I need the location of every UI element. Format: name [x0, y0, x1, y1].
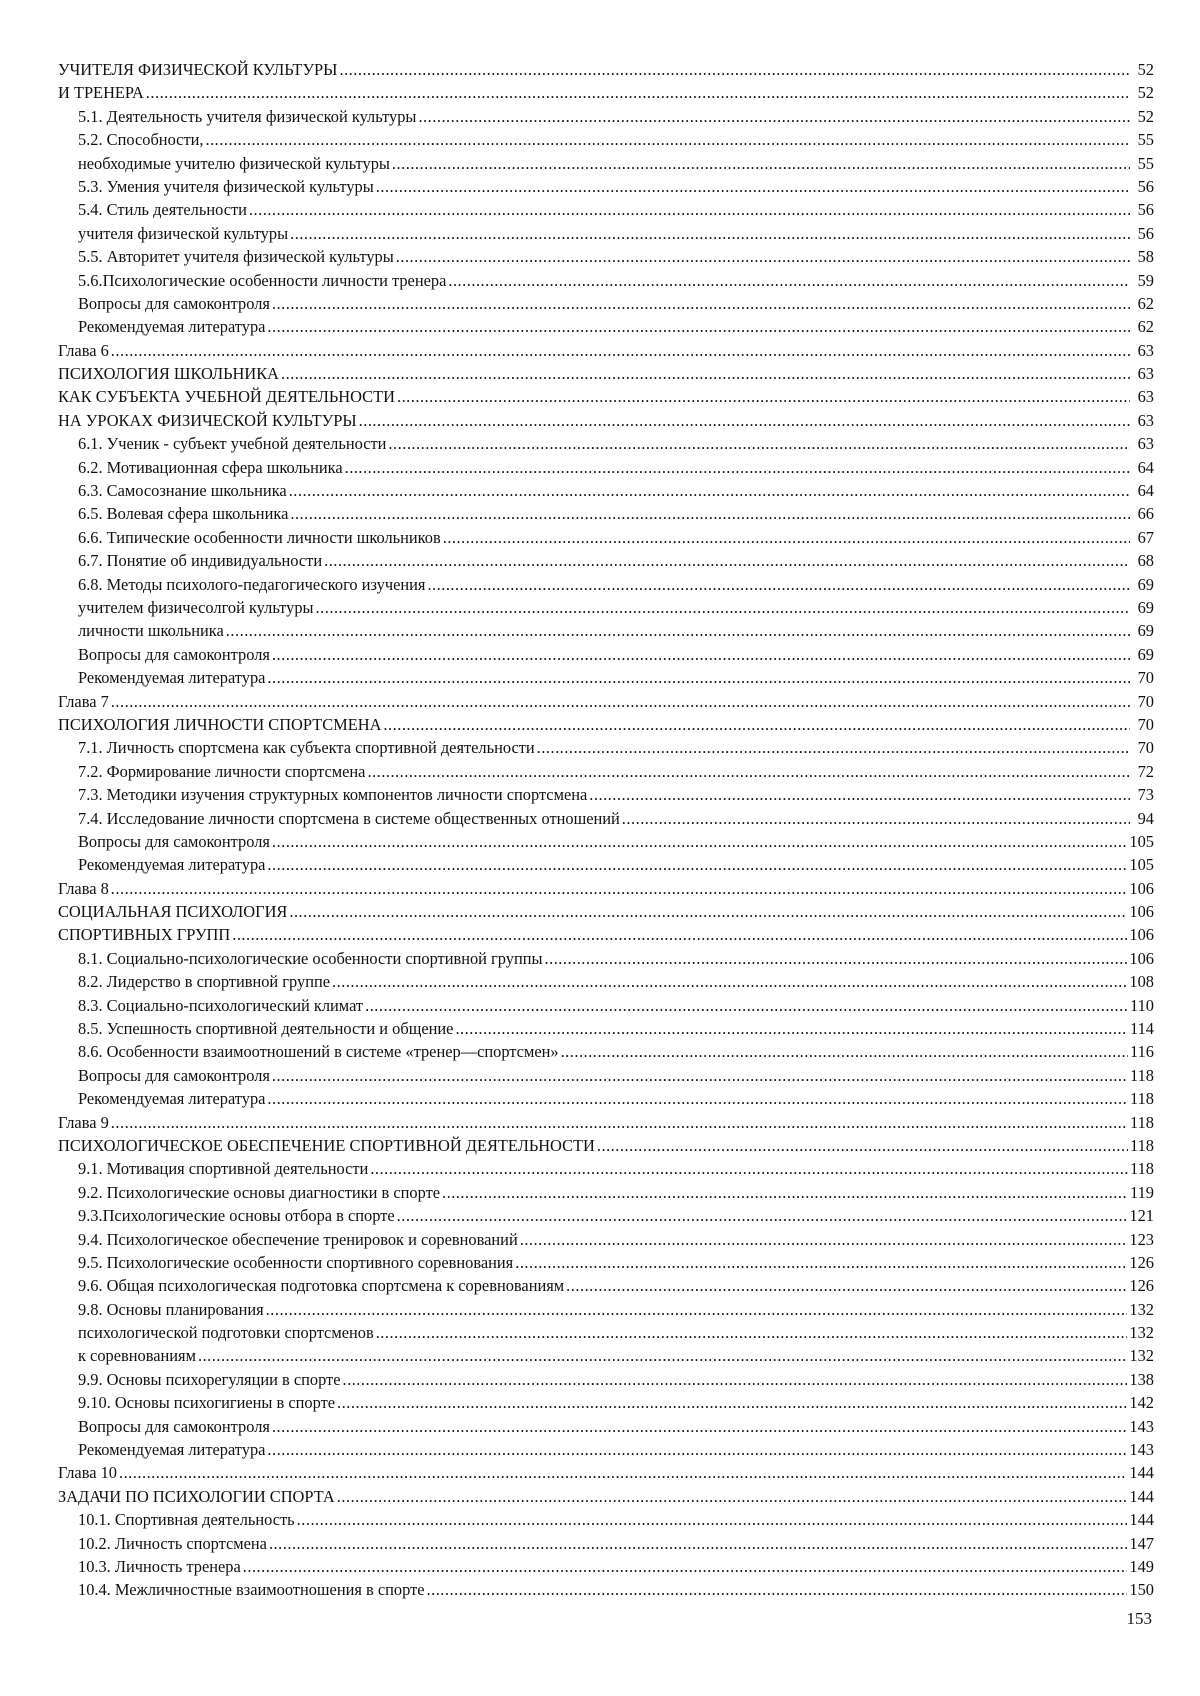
toc-entry-title: 7.1. Личность спортсмена как субъекта спортивной деятельности — [78, 738, 535, 758]
toc-entry — [58, 152, 1154, 175]
toc-entry-page: 63 — [1137, 387, 1154, 407]
toc-entry — [58, 339, 1154, 362]
toc-entry-page: 68 — [1137, 551, 1154, 571]
toc-entry — [58, 853, 1154, 876]
toc-entry-page: 116 — [1130, 1042, 1154, 1062]
toc-entry — [58, 549, 1154, 572]
toc-entry-title: 6.5. Волевая сфера школьника — [78, 504, 289, 524]
toc-entry — [58, 222, 1154, 245]
toc-entry — [58, 994, 1154, 1017]
toc-entry-page: 106 — [1129, 948, 1154, 968]
toc-entry-page: 144 — [1129, 1463, 1154, 1483]
toc-entry-page: 69 — [1137, 644, 1154, 664]
dot-leader — [392, 152, 1130, 175]
toc-entry-title: 10.4. Межличностные взаимоотношения в спорте — [78, 1580, 425, 1600]
dot-leader — [345, 456, 1130, 479]
dot-leader — [146, 81, 1130, 104]
dot-leader — [243, 1555, 1128, 1578]
toc-entry-title: Вопросы для самоконтроля — [78, 1416, 270, 1436]
toc-entry — [58, 1040, 1154, 1063]
toc-entry-title: к соревнованиям — [78, 1346, 196, 1366]
toc-entry-page: 106 — [1129, 878, 1154, 898]
toc-entry — [58, 877, 1154, 900]
toc-entry — [58, 269, 1154, 292]
toc-entry-page: 132 — [1129, 1299, 1154, 1319]
toc-entry — [58, 1017, 1154, 1040]
toc-entry-title: 8.3. Социально-психологический климат — [78, 995, 364, 1015]
toc-entry-page: 118 — [1130, 1135, 1154, 1155]
toc-entry-title: 8.6. Особенности взаимоотношений в системе «тренер—спортсмен» — [78, 1042, 559, 1062]
toc-entry-title: Глава 8 — [58, 878, 109, 898]
dot-leader — [272, 292, 1130, 315]
toc-entry-page: 63 — [1137, 410, 1154, 430]
toc-entry-page: 142 — [1129, 1393, 1154, 1413]
toc-entry-page: 114 — [1130, 1019, 1154, 1039]
toc-entry — [58, 1181, 1154, 1204]
dot-leader — [111, 1111, 1128, 1134]
toc-entry — [58, 1298, 1154, 1321]
dot-leader — [343, 1368, 1128, 1391]
toc-entry — [58, 1321, 1154, 1344]
toc-entry-title: 5.6.Психологические особенности личности тренера — [78, 270, 447, 290]
table-of-contents — [58, 58, 1154, 1602]
toc-entry-title: УЧИТЕЛЯ ФИЗИЧЕСКОЙ КУЛЬТУРЫ — [58, 60, 338, 79]
toc-entry-page: 143 — [1129, 1440, 1154, 1460]
dot-leader — [272, 643, 1130, 666]
toc-entry — [58, 315, 1154, 338]
dot-leader — [455, 1017, 1128, 1040]
dot-leader — [111, 690, 1130, 713]
toc-entry-page: 69 — [1137, 597, 1154, 617]
toc-entry-page: 70 — [1137, 738, 1154, 758]
dot-leader — [337, 1391, 1127, 1414]
dot-leader — [316, 596, 1130, 619]
dot-leader — [397, 385, 1130, 408]
toc-entry — [58, 760, 1154, 783]
dot-leader — [290, 222, 1130, 245]
toc-entry — [58, 1532, 1154, 1555]
toc-entry — [58, 1274, 1154, 1297]
toc-entry-page: 55 — [1137, 153, 1154, 173]
toc-entry — [58, 1438, 1154, 1461]
toc-entry-title: 8.5. Успешность спортивной деятельности и общение — [78, 1019, 454, 1039]
toc-entry-title: НА УРОКАХ ФИЗИЧЕСКОЙ КУЛЬТУРЫ — [58, 410, 357, 430]
toc-entry-title: необходимые учителю физической культуры — [78, 153, 390, 173]
toc-entry-title: 9.4. Психологическое обеспечение тренировок и соревнований — [78, 1229, 518, 1249]
toc-entry-title: ПСИХОЛОГИЧЕСКОЕ ОБЕСПЕЧЕНИЕ СПОРТИВНОЙ ДЕЯТЕЛЬНОСТИ — [58, 1135, 595, 1155]
toc-entry — [58, 783, 1154, 806]
toc-entry — [58, 970, 1154, 993]
dot-leader — [266, 1298, 1128, 1321]
toc-entry — [58, 362, 1154, 385]
dot-leader — [515, 1251, 1127, 1274]
toc-entry — [58, 128, 1154, 151]
toc-entry — [58, 432, 1154, 455]
toc-entry — [58, 1111, 1154, 1134]
dot-leader — [272, 1064, 1128, 1087]
dot-leader — [589, 783, 1130, 806]
toc-entry-page: 119 — [1130, 1182, 1154, 1202]
dot-leader — [269, 1532, 1127, 1555]
toc-entry-title: 9.9. Основы психорегуляции в спорте — [78, 1369, 341, 1389]
toc-entry-title: Глава 7 — [58, 691, 109, 711]
dot-leader — [272, 1415, 1127, 1438]
dot-leader — [267, 315, 1130, 338]
toc-entry — [58, 1251, 1154, 1274]
toc-entry-title: 6.1. Ученик - субъект учебной деятельности — [78, 434, 387, 454]
toc-entry-title: 10.3. Личность тренера — [78, 1557, 241, 1576]
dot-leader — [290, 502, 1130, 525]
toc-entry-title: Глава 10 — [58, 1463, 117, 1483]
toc-entry-page: 52 — [1137, 106, 1154, 126]
toc-entry-page: 106 — [1129, 925, 1154, 945]
toc-entry-title: 5.2. Способности, — [78, 130, 204, 150]
toc-entry-page: 106 — [1129, 902, 1154, 922]
toc-entry — [58, 1508, 1154, 1531]
dot-leader — [566, 1274, 1127, 1297]
dot-leader — [370, 1157, 1128, 1180]
toc-entry — [58, 830, 1154, 853]
dot-leader — [324, 549, 1130, 572]
toc-entry — [58, 1461, 1154, 1484]
toc-entry — [58, 736, 1154, 759]
toc-entry — [58, 1485, 1154, 1508]
toc-entry — [58, 175, 1154, 198]
toc-entry — [58, 292, 1154, 315]
dot-leader — [388, 432, 1130, 455]
toc-entry-page: 69 — [1137, 574, 1154, 594]
toc-entry — [58, 1064, 1154, 1087]
dot-leader — [376, 175, 1130, 198]
toc-entry-title: ПСИХОЛОГИЯ ЛИЧНОСТИ СПОРТСМЕНА — [58, 714, 382, 734]
toc-entry-title: 5.1. Деятельность учителя физической культуры — [78, 106, 417, 126]
toc-entry-page: 56 — [1137, 176, 1154, 196]
toc-entry-title: И ТРЕНЕРА — [58, 83, 144, 103]
dot-leader — [198, 1344, 1127, 1367]
toc-entry-title: Рекомендуемая литература — [78, 317, 266, 337]
toc-entry-page: 108 — [1129, 972, 1154, 992]
toc-entry — [58, 1228, 1154, 1251]
toc-entry — [58, 81, 1154, 104]
toc-entry-page: 62 — [1137, 293, 1154, 313]
dot-leader — [442, 1181, 1128, 1204]
toc-entry-page: 143 — [1129, 1416, 1154, 1436]
toc-entry-page: 52 — [1137, 83, 1154, 103]
toc-entry-page: 58 — [1137, 247, 1154, 267]
toc-entry-page: 67 — [1137, 527, 1154, 547]
dot-leader — [249, 198, 1130, 221]
toc-entry-title: 6.6. Типические особенности личности школьников — [78, 527, 441, 547]
toc-entry-title: 5.5. Авторитет учителя физической культуры — [78, 247, 394, 267]
dot-leader — [561, 1040, 1128, 1063]
toc-entry — [58, 502, 1154, 525]
toc-entry — [58, 1134, 1154, 1157]
toc-entry-title: 7.2. Формирование личности спортсмена — [78, 761, 366, 781]
toc-entry-page: 62 — [1137, 317, 1154, 337]
dot-leader — [397, 1204, 1128, 1227]
toc-entry — [58, 526, 1154, 549]
toc-entry — [58, 58, 1154, 81]
toc-entry — [58, 456, 1154, 479]
dot-leader — [267, 853, 1127, 876]
dot-leader — [520, 1228, 1128, 1251]
toc-entry-page: 118 — [1130, 1065, 1154, 1085]
dot-leader — [339, 58, 1130, 81]
dot-leader — [267, 666, 1130, 689]
toc-entry — [58, 923, 1154, 946]
toc-entry-title: 9.6. Общая психологическая подготовка спортсмена к соревнованиям — [78, 1276, 565, 1296]
dot-leader — [332, 970, 1127, 993]
toc-entry-page: 118 — [1130, 1112, 1154, 1132]
toc-entry-page: 126 — [1129, 1252, 1154, 1272]
toc-entry-title: 9.3.Психологические основы отбора в спорте — [78, 1206, 395, 1226]
toc-entry — [58, 385, 1154, 408]
toc-entry-title: Глава 6 — [58, 340, 109, 360]
toc-entry-page: 63 — [1137, 340, 1154, 360]
toc-entry-page: 121 — [1129, 1206, 1154, 1226]
toc-entry-page: 64 — [1137, 481, 1154, 501]
toc-entry-title: Рекомендуемая литература — [78, 668, 266, 688]
toc-entry-title: КАК СУБЪЕКТА УЧЕБНОЙ ДЕЯТЕЛЬНОСТИ — [58, 387, 395, 407]
dot-leader — [232, 923, 1127, 946]
toc-entry — [58, 105, 1154, 128]
toc-entry-page: 72 — [1137, 761, 1154, 781]
toc-entry-title: Глава 9 — [58, 1112, 109, 1132]
toc-entry-page: 118 — [1130, 1089, 1154, 1109]
toc-entry-title: учителем физичесолгой культуры — [78, 597, 314, 617]
toc-entry — [58, 1578, 1154, 1601]
toc-entry — [58, 479, 1154, 502]
toc-entry-title: 6.8. Методы психолого-педагогического изучения — [78, 574, 426, 594]
dot-leader — [111, 339, 1130, 362]
dot-leader — [267, 1438, 1127, 1461]
page-number: 153 — [1126, 1609, 1152, 1628]
toc-entry-page: 56 — [1137, 223, 1154, 243]
dot-leader — [119, 1461, 1127, 1484]
toc-entry-page: 66 — [1137, 504, 1154, 524]
toc-entry-page: 138 — [1129, 1369, 1154, 1389]
toc-entry — [58, 807, 1154, 830]
dot-leader — [289, 479, 1130, 502]
toc-entry-title: ЗАДАЧИ ПО ПСИХОЛОГИИ СПОРТА — [58, 1486, 335, 1506]
dot-leader — [267, 1087, 1128, 1110]
toc-entry-page: 63 — [1137, 434, 1154, 454]
toc-entry-page: 144 — [1129, 1510, 1154, 1530]
toc-entry — [58, 690, 1154, 713]
toc-entry-page: 70 — [1137, 691, 1154, 711]
toc-entry-page: 123 — [1129, 1229, 1154, 1249]
toc-entry-page: 70 — [1137, 668, 1154, 688]
dot-leader — [418, 105, 1130, 128]
toc-entry-title: 9.2. Психологические основы диагностики в спорте — [78, 1182, 441, 1202]
toc-entry — [58, 713, 1154, 736]
toc-entry-title: 7.4. Исследование личности спортсмена в системе общественных отношений — [78, 808, 620, 828]
toc-entry — [58, 1204, 1154, 1227]
toc-entry-title: Рекомендуемая литература — [78, 855, 266, 875]
dot-leader — [448, 269, 1130, 292]
dot-leader — [111, 877, 1128, 900]
toc-entry-title: психологической подготовки спортсменов — [78, 1323, 374, 1343]
dot-leader — [272, 830, 1127, 853]
toc-entry — [58, 643, 1154, 666]
toc-entry-title: Вопросы для самоконтроля — [78, 831, 270, 851]
toc-entry — [58, 1415, 1154, 1438]
dot-leader — [226, 619, 1130, 642]
dot-leader — [367, 760, 1130, 783]
toc-entry-title: 9.10. Основы психогигиены в спорте — [78, 1393, 336, 1413]
toc-entry — [58, 198, 1154, 221]
toc-entry-title: 9.1. Мотивация спортивной деятельности — [78, 1159, 369, 1179]
toc-entry-title: Рекомендуемая литература — [78, 1440, 266, 1460]
toc-entry-title: ПСИХОЛОГИЯ ШКОЛЬНИКА — [58, 364, 279, 384]
toc-entry-page: 150 — [1129, 1580, 1154, 1600]
toc-entry-page: 105 — [1129, 855, 1154, 875]
toc-entry — [58, 1368, 1154, 1391]
toc-entry — [58, 1391, 1154, 1414]
dot-leader — [376, 1321, 1128, 1344]
toc-entry-title: 9.5. Психологические особенности спортивного соревнования — [78, 1252, 514, 1272]
dot-leader — [297, 1508, 1128, 1531]
toc-entry — [58, 666, 1154, 689]
toc-entry-page: 126 — [1129, 1276, 1154, 1296]
toc-entry-title: 7.3. Методики изучения структурных компонентов личности спортсмена — [78, 785, 588, 805]
dot-leader — [545, 947, 1128, 970]
toc-entry-title: 5.3. Умения учителя физической культуры — [78, 176, 374, 196]
toc-entry-page: 56 — [1137, 200, 1154, 220]
toc-entry — [58, 1555, 1154, 1578]
toc-entry-title: учителя физической культуры — [78, 223, 289, 243]
toc-entry-title: 5.4. Стиль деятельности — [78, 200, 247, 220]
dot-leader — [427, 573, 1130, 596]
toc-entry-page: 144 — [1129, 1486, 1154, 1506]
toc-entry-page: 132 — [1129, 1346, 1154, 1366]
toc-entry-page: 132 — [1129, 1323, 1154, 1343]
toc-entry-page: 73 — [1137, 785, 1154, 805]
toc-entry-title: личности школьника — [78, 621, 224, 641]
dot-leader — [597, 1134, 1128, 1157]
toc-entry-title: СПОРТИВНЫХ ГРУПП — [58, 925, 231, 945]
toc-entry-page: 147 — [1129, 1533, 1154, 1553]
toc-entry-page: 94 — [1137, 808, 1154, 828]
toc-entry — [58, 1344, 1154, 1367]
toc-entry — [58, 947, 1154, 970]
toc-entry-title: 9.8. Основы планирования — [78, 1299, 264, 1319]
toc-entry-page: 110 — [1130, 995, 1154, 1015]
toc-entry-title: Вопросы для самоконтроля — [78, 644, 270, 664]
toc-entry-title: СОЦИАЛЬНАЯ ПСИХОЛОГИЯ — [58, 902, 288, 922]
toc-entry — [58, 573, 1154, 596]
toc-entry — [58, 596, 1154, 619]
toc-entry-page: 149 — [1129, 1557, 1154, 1576]
dot-leader — [383, 713, 1130, 736]
toc-entry-page: 52 — [1137, 60, 1154, 79]
toc-entry — [58, 245, 1154, 268]
dot-leader — [281, 362, 1130, 385]
dot-leader — [205, 128, 1130, 151]
toc-entry-page: 105 — [1129, 831, 1154, 851]
toc-entry-page: 55 — [1137, 130, 1154, 150]
toc-entry-title: 8.2. Лидерство в спортивной группе — [78, 972, 331, 992]
dot-leader — [427, 1578, 1128, 1601]
toc-entry — [58, 1157, 1154, 1180]
toc-entry-page: 70 — [1137, 714, 1154, 734]
toc-entry-title: 10.2. Личность спортсмена — [78, 1533, 267, 1553]
toc-entry-page: 69 — [1137, 621, 1154, 641]
toc-entry-title: 8.1. Социально-психологические особенности спортивной группы — [78, 948, 543, 968]
toc-entry-title: Вопросы для самоконтроля — [78, 293, 270, 313]
dot-leader — [359, 409, 1130, 432]
toc-entry — [58, 900, 1154, 923]
toc-entry-title: Рекомендуемая литература — [78, 1089, 266, 1109]
toc-entry-title: 6.7. Понятие об индивидуальности — [78, 551, 323, 571]
toc-entry — [58, 409, 1154, 432]
toc-entry-page: 118 — [1130, 1159, 1154, 1179]
toc-entry-title: 10.1. Спортивная деятельность — [78, 1510, 295, 1530]
toc-entry-page: 59 — [1137, 270, 1154, 290]
toc-entry-page: 63 — [1137, 364, 1154, 384]
toc-entry-title: 6.2. Мотивационная сфера школьника — [78, 457, 343, 477]
dot-leader — [337, 1485, 1128, 1508]
dot-leader — [443, 526, 1130, 549]
dot-leader — [365, 994, 1128, 1017]
dot-leader — [537, 736, 1130, 759]
toc-entry — [58, 1087, 1154, 1110]
toc-entry-page: 64 — [1137, 457, 1154, 477]
toc-entry — [58, 619, 1154, 642]
toc-entry-title: 6.3. Самосознание школьника — [78, 481, 287, 501]
toc-entry-title: Вопросы для самоконтроля — [78, 1065, 270, 1085]
dot-leader — [396, 245, 1130, 268]
dot-leader — [289, 900, 1127, 923]
dot-leader — [622, 807, 1130, 830]
